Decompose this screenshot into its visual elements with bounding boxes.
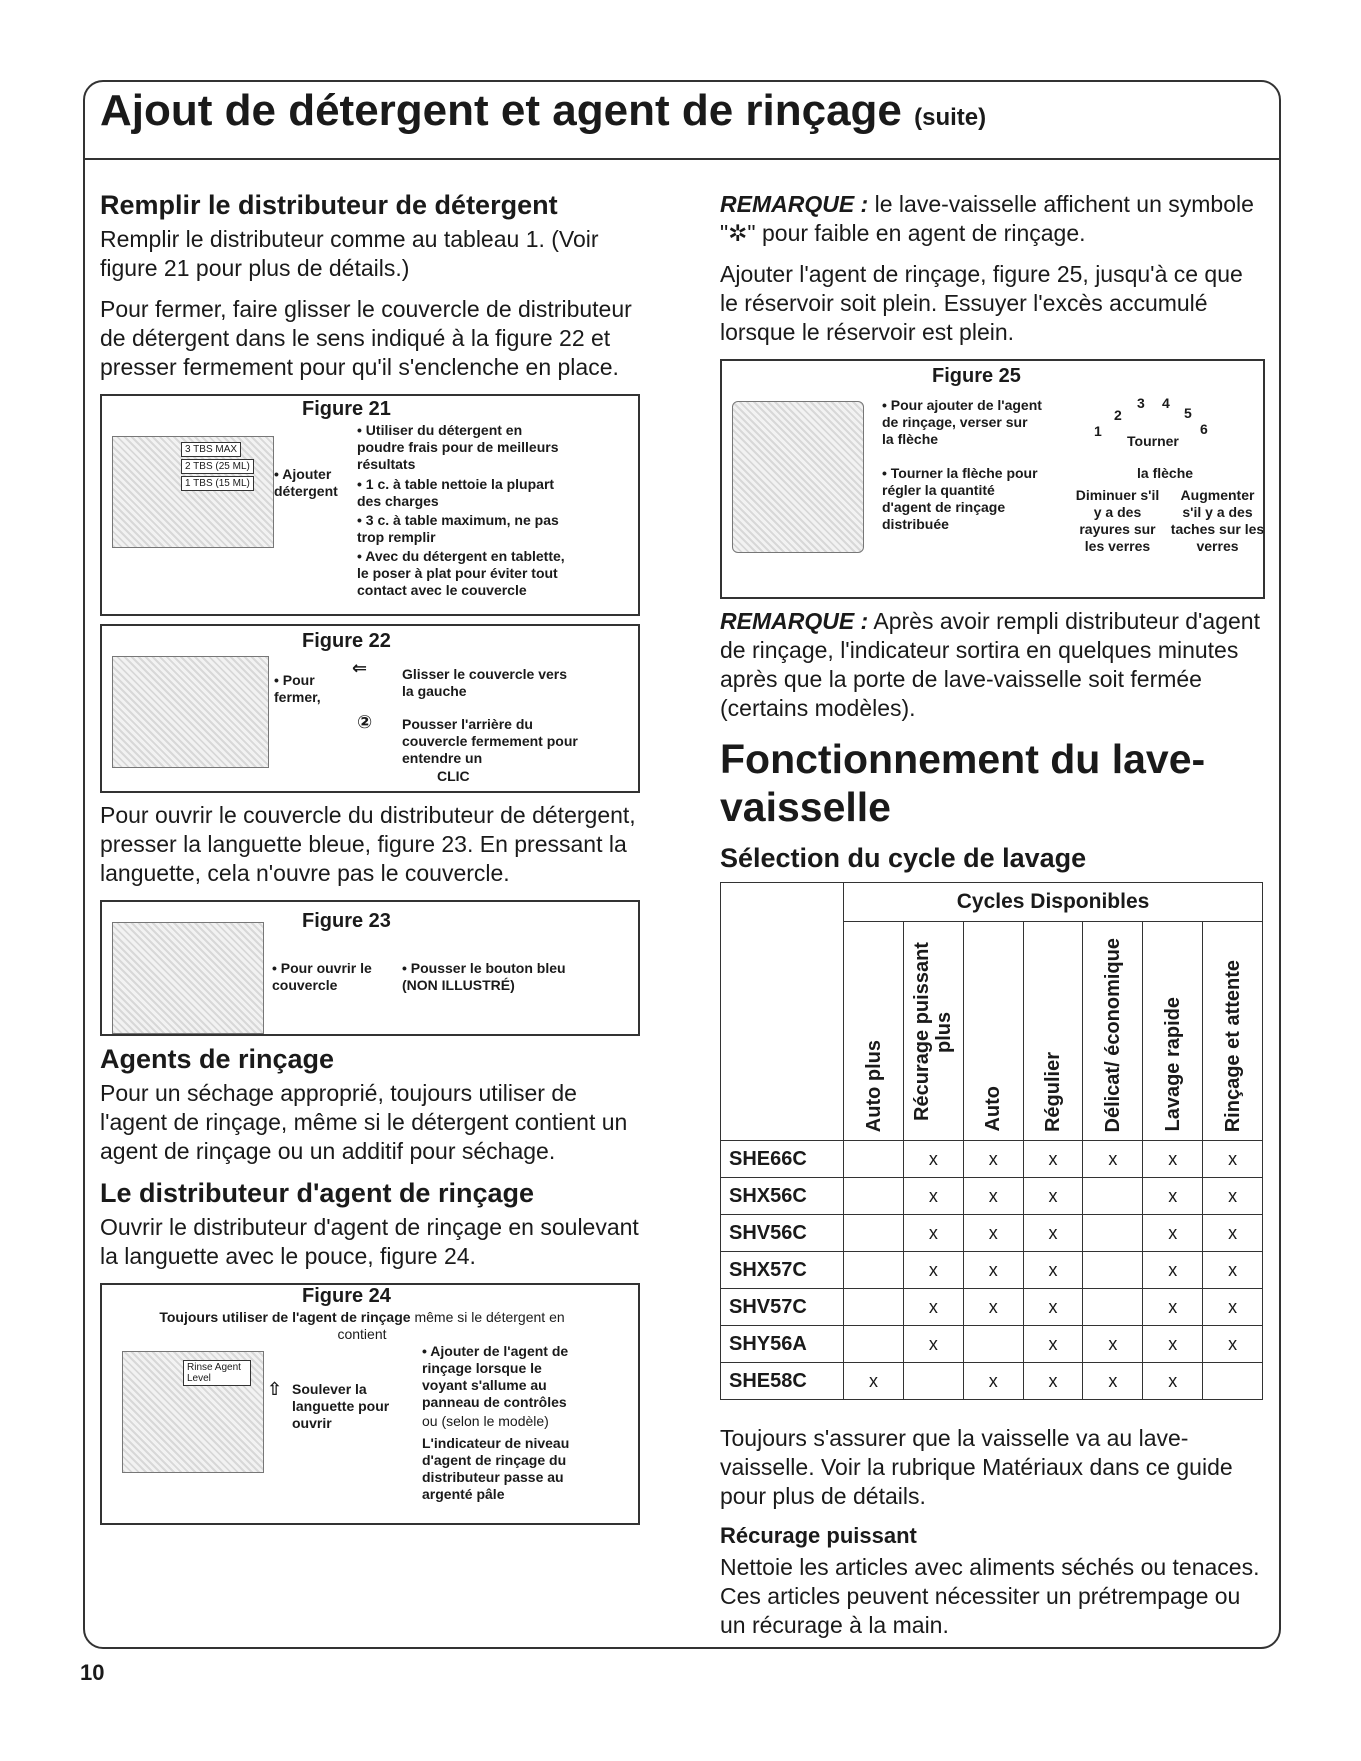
increase-text: Augmenter s'il y a des taches sur les verres <box>1170 487 1265 554</box>
table-cell: x <box>903 1252 963 1289</box>
rinse-dispenser-illustration <box>122 1351 264 1473</box>
table-cell: x <box>963 1363 1023 1400</box>
table-cell: x <box>903 1141 963 1178</box>
table-cell: x <box>1023 1215 1083 1252</box>
paragraph: Pour un séchage approprié, toujours utiliser de l'agent de rinçage, même si le détergent contient un agent de rinçage ou un additif pour séchage. <box>100 1080 628 1164</box>
figure-title: Figure 24 <box>302 1285 391 1307</box>
table-cell <box>1203 1363 1263 1400</box>
remark-text: Après avoir rempli distributeur d'agent de rinçage, l'indicateur sortira en quelques minutes après que la porte de lave-vaisselle soit fermée (certains modèles). <box>720 608 1260 721</box>
dial-number: 6 <box>1200 421 1208 437</box>
table-cell: x <box>1023 1178 1083 1215</box>
model-cell: SHV57C <box>721 1289 844 1326</box>
figure-bullet: • 3 c. à table maximum, ne pas trop remplir <box>357 512 559 545</box>
table-cell: x <box>1143 1178 1203 1215</box>
remark-label: REMARQUE : <box>720 608 869 634</box>
table-cell: x <box>1083 1326 1143 1363</box>
figure-label: • Ajouter détergent <box>274 466 338 499</box>
table-cell: x <box>903 1289 963 1326</box>
paragraph: Pour fermer, faire glisser le couvercle de distributeur de détergent dans le sens indiqué à la figure 22 et presser fermement pour qu'il s'enclenche en place. <box>100 296 632 380</box>
cycles-table <box>720 882 1263 1400</box>
figure-title: Figure 25 <box>932 365 1021 387</box>
figure-label: • Pour fermer, <box>274 672 321 705</box>
table-cell: x <box>1203 1178 1263 1215</box>
section-heading-rinse-dispenser: Le distributeur d'agent de rinçage <box>100 1178 534 1208</box>
table-cell: x <box>1143 1289 1203 1326</box>
table-cell <box>844 1326 904 1363</box>
column-header: Auto <box>963 922 1023 1141</box>
table-cell: x <box>1023 1363 1083 1400</box>
right-column <box>720 190 1265 1652</box>
figure-bullet: • Utiliser du détergent en poudre frais pour de meilleurs résultats <box>357 422 559 472</box>
section-heading-operation: Fonctionnement du lave-vaisselle <box>720 736 1206 830</box>
figure-bullet: • Avec du détergent en tablette, le poser à plat pour éviter tout contact avec le couvercle <box>357 548 565 598</box>
arrow-left-icon: ⇐ <box>352 658 368 678</box>
table-cell <box>1083 1178 1143 1215</box>
table-cell <box>1083 1252 1143 1289</box>
table-row <box>721 1326 1263 1363</box>
dial-number: 2 <box>1114 407 1122 423</box>
dial-number: 1 <box>1094 423 1102 439</box>
table-cell: x <box>903 1215 963 1252</box>
figure-label: • Pousser le bouton bleu (NON ILLUSTRÉ) <box>402 960 566 993</box>
decrease-text: Diminuer s'il y a des rayures sur les verres <box>1075 487 1160 554</box>
remark-text: le lave-vaisselle affichent un symbole "✲" pour faible en agent de rinçage. <box>720 191 1254 246</box>
table-corner <box>721 883 844 1141</box>
table-cell: x <box>1203 1326 1263 1363</box>
table-cell: x <box>1203 1215 1263 1252</box>
table-cell <box>963 1326 1023 1363</box>
table-cell <box>844 1252 904 1289</box>
table-row <box>721 1252 1263 1289</box>
table-cell: x <box>1143 1326 1203 1363</box>
table-cell <box>844 1215 904 1252</box>
table-cell <box>903 1363 963 1400</box>
fill-mark: 2 TBS (25 ML) <box>181 459 254 474</box>
subheading-power-scrub: Récurage puissant <box>720 1523 917 1548</box>
section-heading-rinse-agents: Agents de rinçage <box>100 1044 335 1074</box>
table-group-header: Cycles Disponibles <box>844 883 1263 922</box>
step-1-text: Glisser le couvercle vers la gauche <box>402 666 567 699</box>
dial-number: 4 <box>1162 395 1170 411</box>
remark-1 <box>720 190 1265 248</box>
column-header: Récurage puissant plus <box>903 922 963 1141</box>
figure-bullet: ou (selon le modèle) <box>422 1413 549 1429</box>
model-cell: SHX56C <box>721 1178 844 1215</box>
dial-number: 5 <box>1184 405 1192 421</box>
page-number: 10 <box>80 1660 105 1685</box>
column-header: Lavage rapide <box>1143 922 1203 1141</box>
model-cell: SHE66C <box>721 1141 844 1178</box>
detergent-dispenser-illustration <box>112 922 264 1034</box>
figure-title: Figure 21 <box>302 398 391 420</box>
section-heading-cycle-selection: Sélection du cycle de lavage <box>720 843 1087 873</box>
dial-label: Tourner <box>1127 433 1179 449</box>
table-cell: x <box>963 1141 1023 1178</box>
figure-bullet: • Pour ajouter de l'agent de rinçage, verser sur la flèche <box>882 397 1042 447</box>
figure-title: Figure 22 <box>302 630 391 652</box>
detergent-cup-illustration <box>112 436 274 548</box>
figure-label: Soulever la languette pour ouvrir <box>292 1381 390 1431</box>
table-cell: x <box>1023 1252 1083 1289</box>
table-cell: x <box>1083 1141 1143 1178</box>
table-cell: x <box>903 1178 963 1215</box>
dial-caption: la flèche <box>1137 465 1194 481</box>
rinse-dial-illustration <box>732 401 864 553</box>
column-header: Délicat/ économique <box>1083 922 1143 1141</box>
figure-label: • Pour ouvrir le couvercle <box>272 960 372 993</box>
table-row <box>721 1178 1263 1215</box>
table-cell: x <box>1203 1252 1263 1289</box>
step-2-icon: ② <box>357 712 373 732</box>
table-row <box>721 1215 1263 1252</box>
figure-note <box>152 1309 572 1343</box>
table-cell: x <box>963 1215 1023 1252</box>
table-cell: x <box>963 1252 1023 1289</box>
table-cell: x <box>1023 1326 1083 1363</box>
page-title <box>100 86 986 136</box>
paragraph: Remplir le distributeur comme au tableau 1. (Voir figure 21 pour plus de détails.) <box>100 226 599 281</box>
table-cell: x <box>1203 1141 1263 1178</box>
figure-24 <box>100 1283 640 1525</box>
figure-bullet: L'indicateur de niveau d'agent de rinçage du distributeur passe au argenté pâle <box>422 1435 570 1502</box>
table-cell <box>844 1141 904 1178</box>
lift-arrow-icon: ⇧ <box>267 1379 283 1399</box>
table-cell <box>844 1178 904 1215</box>
fill-mark: 3 TBS MAX <box>181 442 241 457</box>
table-cell: x <box>1143 1215 1203 1252</box>
figure-23 <box>100 900 640 1036</box>
figure-title: Figure 23 <box>302 910 391 932</box>
column-header: Rinçage et attente <box>1203 922 1263 1141</box>
table-cell <box>1083 1215 1143 1252</box>
table-cell: x <box>903 1326 963 1363</box>
figure-bullet: • Ajouter de l'agent de rinçage lorsque le voyant s'allume au panneau de contrôles <box>422 1343 569 1410</box>
section-heading-detergent: Remplir le distributeur de détergent <box>100 190 558 220</box>
figure-25 <box>720 359 1265 599</box>
figure-bullet: • 1 c. à table nettoie la plupart des charges <box>357 476 555 509</box>
table-cell: x <box>1023 1141 1083 1178</box>
model-cell: SHX57C <box>721 1252 844 1289</box>
table-cell: x <box>844 1363 904 1400</box>
paragraph: Ouvrir le distributeur d'agent de rinçage en soulevant la languette avec le pouce, figure 24. <box>100 1214 639 1269</box>
fill-mark: 1 TBS (15 ML) <box>181 476 254 491</box>
figure-note-rest: même si le détergent en contient <box>337 1309 565 1342</box>
table-cell: x <box>1143 1141 1203 1178</box>
figure-22 <box>100 624 640 793</box>
table-cell: x <box>1023 1289 1083 1326</box>
table-cell <box>1083 1289 1143 1326</box>
figure-note-bold: Toujours utiliser de l'agent de rinçage <box>159 1309 411 1325</box>
remark-2 <box>720 607 1265 723</box>
table-row <box>721 1141 1263 1178</box>
model-cell: SHE58C <box>721 1363 844 1400</box>
table-cell: x <box>1143 1252 1203 1289</box>
figure-bullet: • Tourner la flèche pour régler la quantité d'agent de rinçage distribuée <box>882 465 1038 532</box>
table-cell <box>844 1289 904 1326</box>
detergent-lid-illustration <box>112 656 269 768</box>
model-cell: SHV56C <box>721 1215 844 1252</box>
dial-icon <box>1092 391 1222 461</box>
table-cell: x <box>1143 1363 1203 1400</box>
remark-label: REMARQUE : <box>720 191 869 217</box>
paragraph: Toujours s'assurer que la vaisselle va au lave-vaisselle. Voir la rubrique Matériaux dans ce guide pour plus de détails. <box>720 1425 1233 1509</box>
model-cell: SHY56A <box>721 1326 844 1363</box>
column-header: Auto plus <box>844 922 904 1141</box>
paragraph: Nettoie les articles avec aliments séchés ou tenaces. Ces articles peuvent nécessiter un prétrempage ou un récurage à la main. <box>720 1554 1260 1638</box>
table-row <box>721 1363 1263 1400</box>
table-cell: x <box>1083 1363 1143 1400</box>
table-cell: x <box>963 1289 1023 1326</box>
click-text: CLIC <box>437 768 470 784</box>
left-column <box>100 190 640 1533</box>
rinse-level-tag: Rinse Agent Level <box>183 1360 251 1386</box>
page-title-text: Ajout de détergent et agent de rinçage <box>100 86 902 135</box>
column-header: Régulier <box>1023 922 1083 1141</box>
dial-number: 3 <box>1137 395 1145 411</box>
figure-21 <box>100 394 640 616</box>
paragraph: Pour ouvrir le couvercle du distributeur de détergent, presser la languette bleue, figure 23. En pressant la languette, cela n'ouvre pas le couvercle. <box>100 802 636 886</box>
table-row <box>721 1289 1263 1326</box>
page-title-suffix: (suite) <box>914 104 987 131</box>
title-divider <box>83 158 1279 160</box>
paragraph: Ajouter l'agent de rinçage, figure 25, jusqu'à ce que le réservoir soit plein. Essuyer l'excès accumulé lorsque le réservoir est plein. <box>720 261 1243 345</box>
table-cell: x <box>1203 1289 1263 1326</box>
table-cell: x <box>963 1178 1023 1215</box>
step-2-text: Pousser l'arrière du couvercle fermement pour entendre un <box>402 716 578 766</box>
